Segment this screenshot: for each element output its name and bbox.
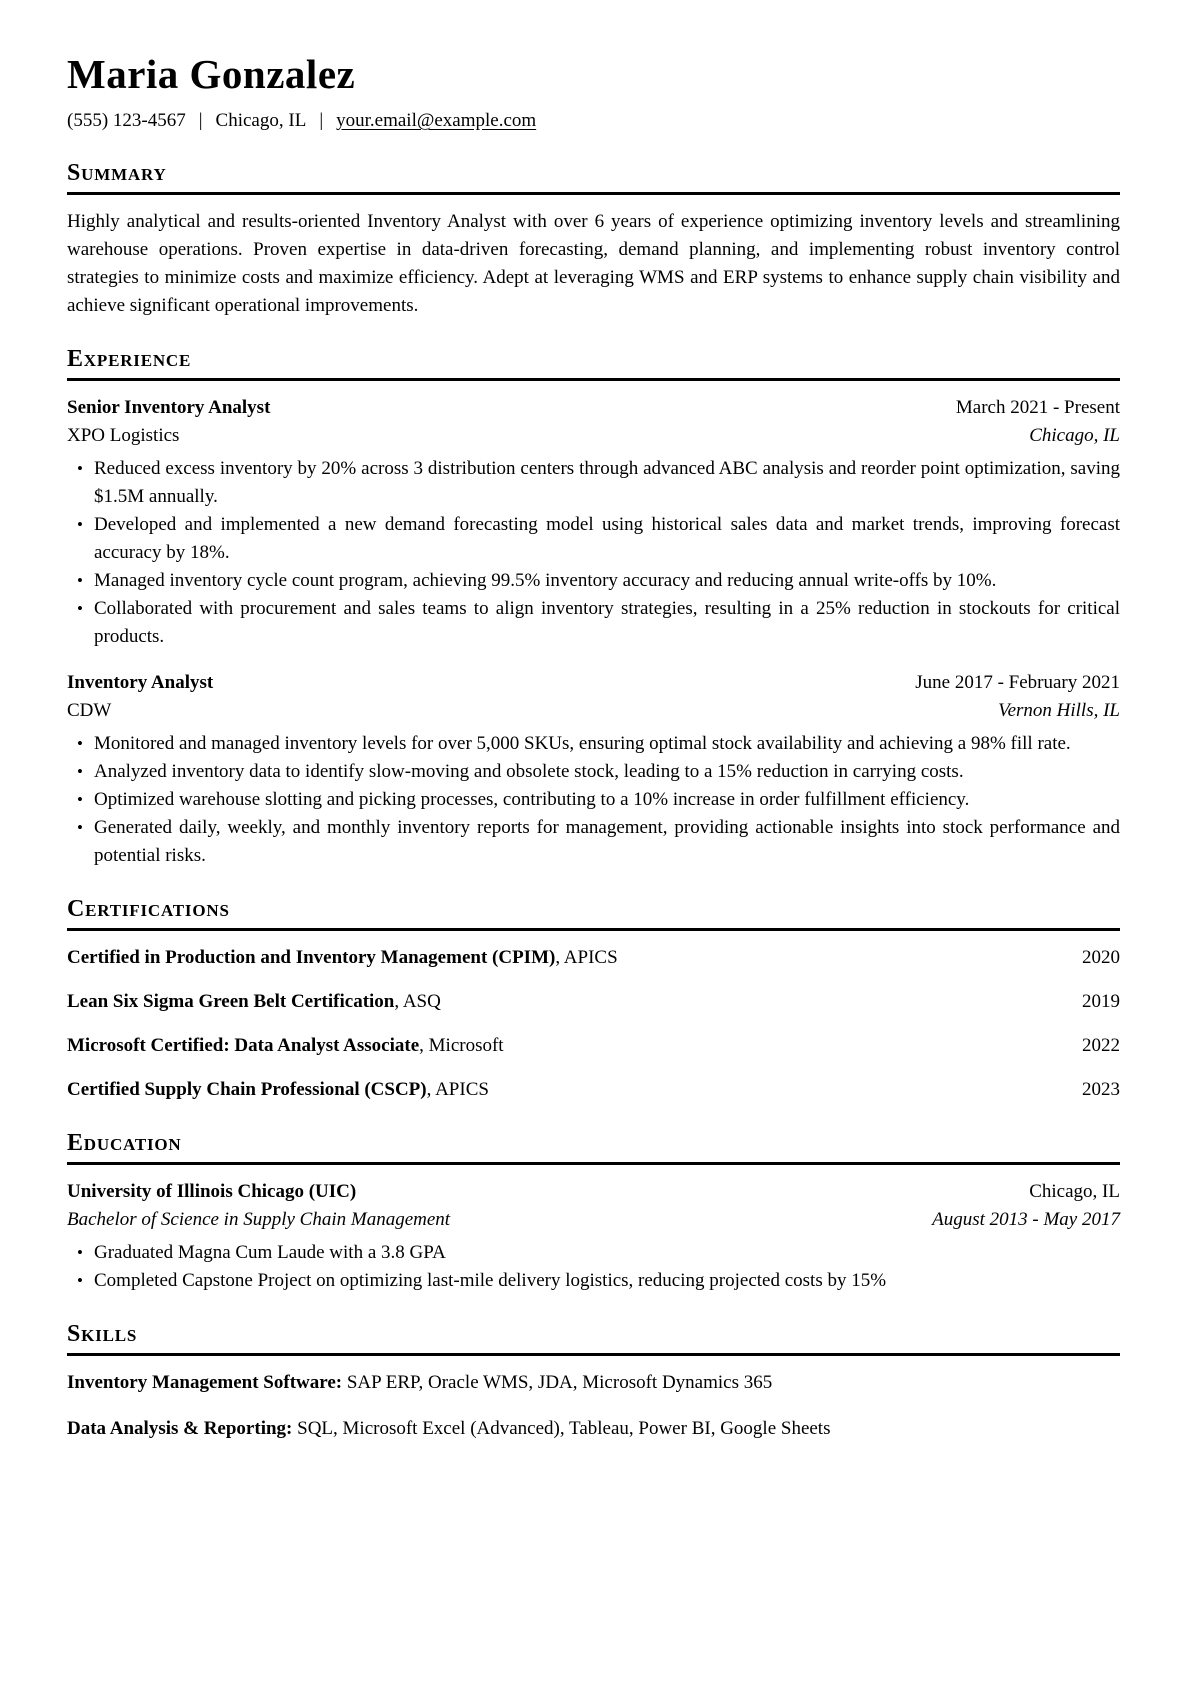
certification-issuer: APICS — [563, 947, 618, 968]
bullet-item: • Monitored and managed inventory levels for over 5,000 SKUs, ensuring optimal stock availability and achieving a 98% fill rate. — [67, 730, 1120, 758]
job-dates: June 2017 - February 2021 — [915, 672, 1120, 693]
job-bullet-list — [67, 730, 1120, 870]
job-entry — [67, 669, 1120, 870]
section-education — [67, 1129, 1120, 1295]
school-name: University of Illinois Chicago (UIC) — [67, 1181, 357, 1202]
job-role: Inventory Analyst — [67, 672, 214, 693]
certification-name: Certified in Production and Inventory Management (CPIM) — [67, 947, 556, 968]
certification-separator: , — [419, 1035, 429, 1056]
phone-number: (555) 123-4567 — [67, 110, 186, 131]
section-certifications — [67, 895, 1120, 1104]
bullet-item: • Optimized warehouse slotting and picking processes, contributing to a 10% increase in order fulfillment efficiency. — [67, 786, 1120, 814]
degree-name: Bachelor of Science in Supply Chain Management — [67, 1209, 451, 1230]
contact-separator: | — [319, 110, 324, 131]
job-entry — [67, 394, 1120, 651]
certification-separator: , — [555, 947, 564, 968]
bullet-item: • Graduated Magna Cum Laude with a 3.8 GPA — [67, 1239, 1120, 1267]
job-location: Vernon Hills, IL — [998, 700, 1120, 721]
certification-issuer: Microsoft — [428, 1035, 504, 1056]
person-name: Maria Gonzalez — [67, 51, 356, 97]
section-title-summary: Summary — [67, 160, 167, 186]
skill-category-label: Inventory Management Software: — [67, 1372, 343, 1393]
certification-row — [67, 944, 1120, 972]
certification-separator: , — [394, 991, 403, 1012]
certification-name: Microsoft Certified: Data Analyst Associate — [67, 1035, 420, 1056]
skill-values: SQL, Microsoft Excel (Advanced), Tableau, Power BI, Google Sheets — [297, 1418, 831, 1439]
section-rule — [67, 378, 1120, 381]
contact-line — [67, 108, 1120, 134]
summary-text: Highly analytical and results-oriented Inventory Analyst with over 6 years of experience optimizing inventory levels and streamlining warehouse operations. Proven expertise in data-driven forecasting, demand planning, and implementing robust inventory control strategies to minimize costs and maximize efficiency. Adept at leveraging WMS and ERP systems to enhance supply chain visibility and achieve significant operational improvements. — [67, 211, 1120, 316]
section-title-certifications: Certifications — [67, 896, 230, 922]
skill-row — [67, 1369, 1120, 1397]
job-role: Senior Inventory Analyst — [67, 397, 271, 418]
bullet-item: • Collaborated with procurement and sales teams to align inventory strategies, resulting in a 25% reduction in stockouts for critical products. — [67, 595, 1120, 651]
bullet-item: • Generated daily, weekly, and monthly inventory reports for management, providing actionable insights into stock performance and potential risks. — [67, 814, 1120, 870]
section-rule — [67, 1353, 1120, 1356]
certification-name: Lean Six Sigma Green Belt Certification — [67, 991, 395, 1012]
bullet-item: • Analyzed inventory data to identify slow-moving and obsolete stock, leading to a 15% reduction in carrying costs. — [67, 758, 1120, 786]
section-title-experience: Experience — [67, 346, 192, 372]
section-summary — [67, 159, 1120, 320]
skill-category-label: Data Analysis & Reporting: — [67, 1418, 293, 1439]
section-skills — [67, 1320, 1120, 1443]
section-rule — [67, 192, 1120, 195]
section-rule — [67, 928, 1120, 931]
job-company: CDW — [67, 700, 112, 721]
bullet-item: • Completed Capstone Project on optimizing last-mile delivery logistics, reducing projected costs by 15% — [67, 1267, 1120, 1295]
bullet-item: • Managed inventory cycle count program, achieving 99.5% inventory accuracy and reducing annual write-offs by 10%. — [67, 567, 1120, 595]
certification-year: 2022 — [1082, 1035, 1120, 1056]
certification-year: 2019 — [1082, 991, 1120, 1012]
certification-issuer: APICS — [435, 1079, 489, 1100]
job-bullet-list — [67, 455, 1120, 651]
section-experience — [67, 345, 1120, 870]
email-link[interactable]: your.email@example.com — [336, 110, 537, 131]
education-dates: August 2013 - May 2017 — [932, 1209, 1120, 1230]
section-rule — [67, 1162, 1120, 1165]
skill-row — [67, 1415, 1120, 1443]
location-text: Chicago, IL — [215, 110, 307, 131]
education-bullet-list — [67, 1239, 1120, 1295]
resume-header — [67, 50, 1120, 134]
job-company: XPO Logistics — [67, 425, 180, 446]
bullet-item: • Reduced excess inventory by 20% across 3 distribution centers through advanced ABC analysis and reorder point optimization, saving $1.5M annually. — [67, 455, 1120, 511]
certification-year: 2020 — [1082, 947, 1120, 968]
school-location: Chicago, IL — [1029, 1181, 1120, 1202]
certification-name: Certified Supply Chain Professional (CSCP) — [67, 1079, 427, 1100]
section-title-skills: Skills — [67, 1321, 138, 1347]
section-title-education: Education — [67, 1130, 182, 1156]
certification-row — [67, 1032, 1120, 1060]
job-dates: March 2021 - Present — [955, 397, 1120, 418]
certification-year: 2023 — [1082, 1079, 1120, 1100]
certification-separator: , — [426, 1079, 436, 1100]
certification-row — [67, 988, 1120, 1016]
job-location: Chicago, IL — [1029, 425, 1120, 446]
skill-values: SAP ERP, Oracle WMS, JDA, Microsoft Dynamics 365 — [346, 1372, 773, 1393]
bullet-item: • Developed and implemented a new demand forecasting model using historical sales data and market trends, improving forecast accuracy by 18%. — [67, 511, 1120, 567]
certification-issuer: ASQ — [402, 991, 441, 1012]
certification-row — [67, 1076, 1120, 1104]
contact-separator: | — [198, 110, 203, 131]
